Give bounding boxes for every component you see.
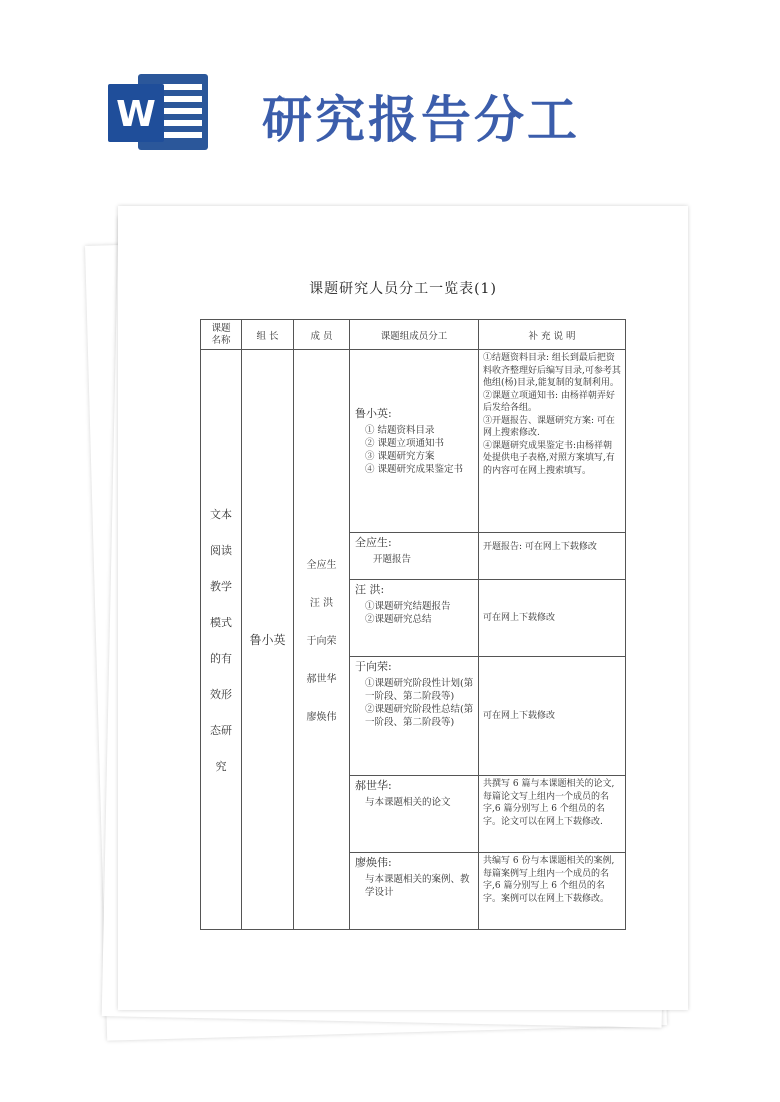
task-item: ②课题研究阶段性总结(第一阶段、第二阶段等) xyxy=(365,704,474,728)
task-cell xyxy=(350,657,479,776)
note-cell xyxy=(479,657,626,776)
header-members: 成 员 xyxy=(294,320,350,350)
document-page xyxy=(118,206,688,1010)
table-header-row xyxy=(201,320,626,350)
document-title: 课题研究人员分工一览表(1) xyxy=(309,281,497,297)
note-cell xyxy=(479,350,626,533)
task-cell xyxy=(350,533,479,580)
note-line: 共编写 6 份与本课题相关的案例,每篇案例写上组内一个成员的名字,6 篇分别写上 6 个组员的名字。案例可以在网上下载修改。 xyxy=(483,856,615,904)
note-line: 可在网上下载修改 xyxy=(483,612,556,623)
task-item: ③ 课题研究方案 xyxy=(365,450,435,462)
task-person: 鲁小英: xyxy=(355,406,392,420)
note-cell xyxy=(479,533,626,580)
members-cell xyxy=(294,350,350,930)
header-topic-name: 课题 名称 xyxy=(201,320,242,350)
member-name: 廖焕伟 xyxy=(306,712,337,723)
note-line: 可在网上下载修改 xyxy=(483,710,556,721)
note-line: ③开题报告、课题研究方案: 可在网上搜索修改. xyxy=(483,415,615,438)
word-logo-letter: W xyxy=(116,94,156,135)
topic-char: 教学 xyxy=(210,579,232,593)
note-cell xyxy=(479,580,626,657)
task-item: ②课题研究总结 xyxy=(365,614,432,625)
task-item: ② 课题立项通知书 xyxy=(365,437,445,449)
topic-char: 文本 xyxy=(210,507,232,521)
note-cell xyxy=(479,853,626,930)
topic-char: 模式 xyxy=(210,615,232,629)
note-line: 共撰写 6 篇与本课题相关的论文,每篇论文写上组内一个成员的名字,6 篇分别写上 6 个组员的名字。论文可以在网上下载修改. xyxy=(483,779,615,827)
topic-char: 阅读 xyxy=(210,543,232,557)
task-person: 廖焕伟: xyxy=(355,856,392,869)
task-person: 于向荣: xyxy=(355,660,392,673)
task-cell xyxy=(350,776,479,853)
word-app-icon xyxy=(108,68,210,156)
task-item: ① 结题资料目录 xyxy=(365,424,435,436)
header-notes: 补 充 说 明 xyxy=(479,320,626,350)
header-leader: 组 长 xyxy=(242,320,294,350)
task-cell xyxy=(350,853,479,930)
member-name: 汪 洪 xyxy=(309,598,334,609)
task-person: 汪 洪: xyxy=(355,583,385,596)
note-line: ①结题资料目录: 组长到最后把资料收齐整理好后编写目录,可参考其他组(杨)目录,能复制的复制利用。 xyxy=(483,353,621,388)
task-person: 郝世华: xyxy=(355,779,392,792)
note-line: 开题报告: 可在网上下载修改 xyxy=(483,542,597,552)
note-line: ②课题立项通知书: 由杨祥朝弄好后发给各组。 xyxy=(483,390,615,413)
topic-char: 效形 xyxy=(210,687,232,701)
member-name: 于向荣 xyxy=(306,636,337,647)
task-cell xyxy=(350,580,479,657)
topic-name-cell xyxy=(201,350,242,930)
header-division: 课题组成员分工 xyxy=(350,320,479,350)
note-line: ④课题研究成果鉴定书:由杨祥朝处提供电子表格,对照方案填写,有的内容可在网上搜索填写。 xyxy=(483,440,615,476)
task-item: 与本课题相关的案例、教学设计 xyxy=(365,874,470,898)
topic-char: 态研 xyxy=(210,723,232,737)
member-name: 郝世华 xyxy=(306,674,337,685)
task-item: ①课题研究阶段性计划(第一阶段、第二阶段等) xyxy=(365,678,474,702)
page-title: 研究报告分工 xyxy=(262,91,580,149)
task-item: 开题报告 xyxy=(373,554,412,565)
task-person: 全应生: xyxy=(355,536,392,549)
leader-cell: 鲁小英 xyxy=(242,350,294,930)
assignment-table xyxy=(200,319,626,930)
table-row xyxy=(201,350,626,533)
topic-char: 的有 xyxy=(210,651,232,665)
task-item: ④ 课题研究成果鉴定书 xyxy=(365,463,464,475)
topic-char: 究 xyxy=(215,759,227,773)
member-name: 全应生 xyxy=(306,560,337,571)
task-item: 与本课题相关的论文 xyxy=(365,797,451,808)
task-cell xyxy=(350,350,479,533)
task-item: ①课题研究结题报告 xyxy=(365,601,451,612)
note-cell xyxy=(479,776,626,853)
